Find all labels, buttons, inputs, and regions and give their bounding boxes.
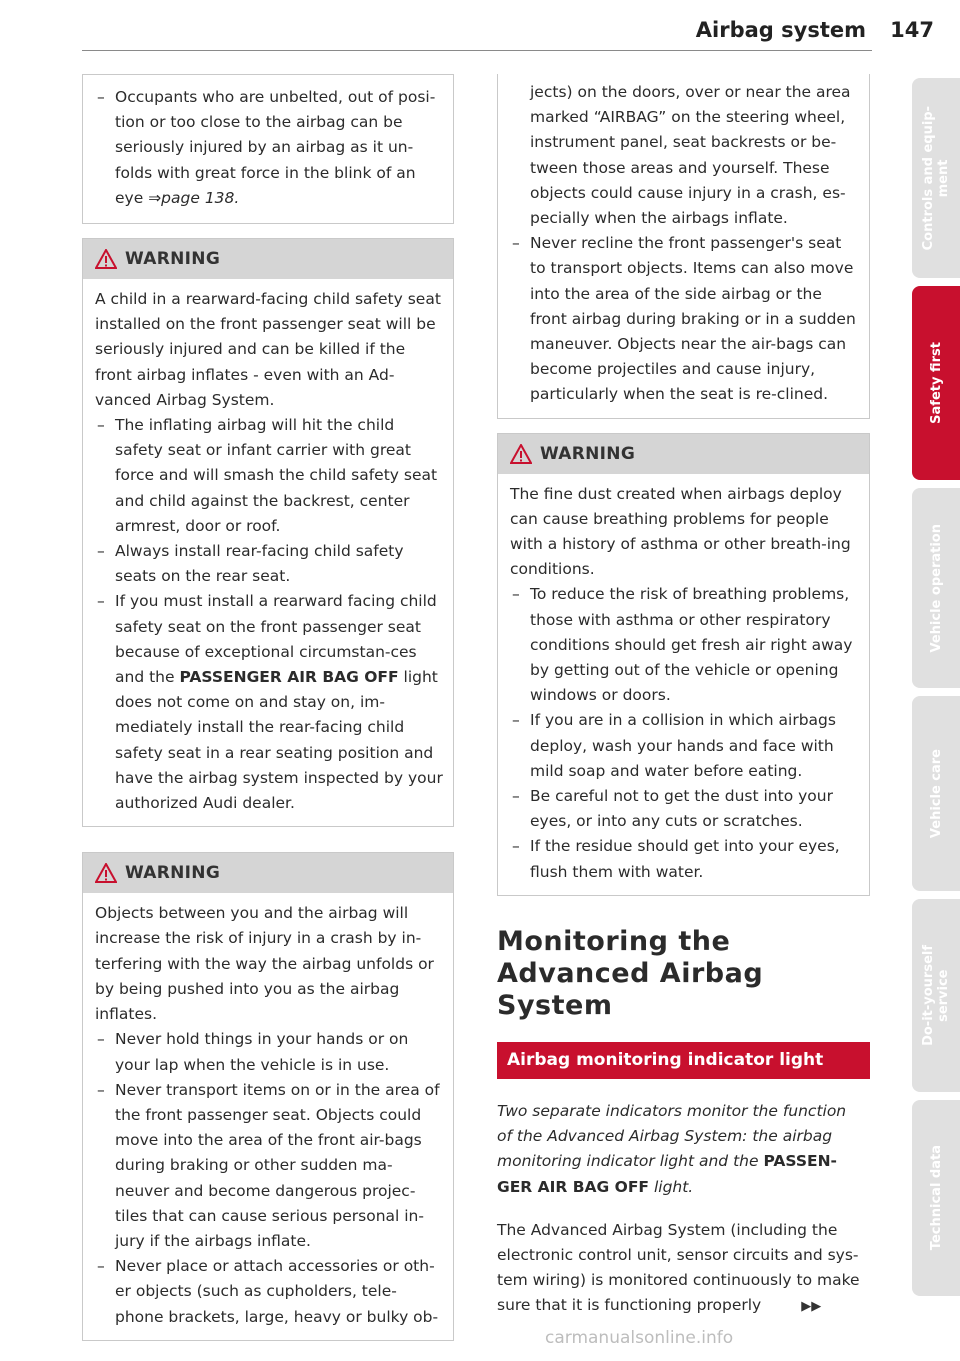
warning-triangle-icon: [95, 249, 117, 269]
list-item: – Be careful not to get the dust into your eyes, or into any cuts or scratches.: [510, 784, 859, 834]
watermark: carmanualsonline.info: [545, 1328, 734, 1348]
left-column: [82, 74, 454, 1341]
list-item: – If the residue should get into your eyes, flush them with water.: [510, 834, 859, 884]
tab-label: Vehicle operation: [928, 523, 944, 653]
continue-arrow-icon: ▶▶: [801, 1299, 822, 1315]
subheading-bar: [497, 1042, 870, 1079]
warning-heading: WARNING: [125, 249, 221, 270]
continued-paragraph: jects) on the doors, over or near the area marked “AIRBAG” on the steering wheel, instrument panel, seat backrests or be-tween those areas and yourself. These objects could cause injury in a crash, es-pecially when the airbags inflate.: [530, 83, 851, 228]
warning-header: [83, 239, 453, 279]
tab-label: Technical data: [928, 1145, 944, 1251]
indicator-name: PASSENGER AIR BAG OFF: [179, 668, 399, 687]
warning-heading: WARNING: [540, 443, 636, 464]
section-title: Monitoring the Advanced Airbag System: [497, 925, 764, 1021]
intro-paragraph: [497, 1099, 870, 1200]
tab-vehicle-care[interactable]: [912, 696, 960, 891]
list-item: – If you are in a collision in which airbags deploy, wash your hands and face with mild soap and water before eating.: [510, 708, 859, 784]
intro-text: light.: [649, 1177, 694, 1196]
header-section-title: Airbag system: [695, 18, 866, 42]
list-item-text: light does not come on and stay on, im-mediately install the rear-facing child safety seat in a rear seating position and have the airbag system inspected by your authorized Audi dealer.: [115, 668, 443, 813]
warning-triangle-icon: [510, 444, 532, 464]
warning-triangle-icon: [95, 863, 117, 883]
tab-safety-first[interactable]: [912, 286, 960, 480]
warning-paragraph: The fine dust created when airbags deploy can cause breathing problems for people with a history of asthma or other breath-ing conditions.: [510, 484, 851, 579]
list-item: – Never recline the front passenger's seat to transport objects. Items can also move into the area of the side airbag or the front airbag during braking or in a sudden maneuver. Objects near the air-bags can become projectiles and cause injury, particularly when the seat is re-clined.: [510, 231, 859, 407]
page-number: 147: [890, 18, 934, 42]
warning-box-objects: [82, 852, 454, 1340]
list-item: [95, 589, 443, 816]
tab-label: Safety first: [928, 342, 944, 424]
warning-header: [83, 853, 453, 893]
header-rule: [82, 50, 872, 51]
tab-controls-and-equipment[interactable]: [912, 78, 960, 278]
list-item: – Never transport items on or in the area of the front passenger seat. Objects could move into the area of the front air-bags during braking or other sudden ma-neuver and become dangerous projec-tiles that can cause serious personal in-jury if the airbags inflate.: [95, 1078, 443, 1254]
body-paragraph: [497, 1218, 870, 1320]
right-column: [497, 74, 870, 1335]
warning-paragraph: A child in a rearward-facing child safety seat installed on the front passenger seat will be seriously injured and can be killed if the front airbag inflates - even with an Ad-vanced Airbag System.: [95, 290, 441, 409]
warning-header: [498, 434, 869, 474]
list-item: – Never place or attach accessories or oth-er objects (such as cupholders, tele-phone brackets, large, heavy or bulky ob-: [95, 1254, 443, 1330]
warning-box-child-seat: [82, 238, 454, 827]
warning-paragraph: Objects between you and the airbag will increase the risk of injury in a crash by in-terfering with the way the airbag unfolds or by being pushed into you as the airbag inflates.: [95, 904, 434, 1024]
tab-technical-data[interactable]: [912, 1100, 960, 1296]
tab-label: Controls and equip- ment: [921, 105, 951, 251]
tab-label: Vehicle care: [928, 748, 944, 839]
continued-warning-box: [497, 74, 870, 419]
body-text: The Advanced Airbag System (including the electronic control unit, sensor circuits and sys-tem wiring) is monitored continuously to make sure that it is functioning properly: [497, 1220, 860, 1315]
list-item: – Always install rear-facing child safety seats on the rear seat.: [95, 539, 443, 589]
tab-vehicle-operation[interactable]: [912, 488, 960, 688]
list-item-text: If you must install a rearward facing child safety seat on the front passenger seat because of exceptional circumstan-ces and the: [115, 592, 437, 687]
intro-item-text: Occupants who are unbelted, out of posi-tion or too close to the airbag can be seriously injured by an airbag as it un-folds with great force in the blink of an eye: [115, 88, 436, 207]
tab-do-it-yourself-service[interactable]: [912, 899, 960, 1092]
indicator-name: PASSEN-GER AIR BAG OFF: [497, 1152, 837, 1196]
tab-label: Do-it-yourself service: [921, 945, 951, 1046]
list-item: – To reduce the risk of breathing problems, those with asthma or other respiratory conditions should get fresh air right away by getting out of the vehicle or opening windows or doors.: [510, 582, 859, 708]
list-item: – Never hold things in your hands or on your lap when the vehicle is in use.: [95, 1027, 443, 1077]
page-reference-link[interactable]: ⇒page 138.: [148, 188, 240, 207]
warning-heading: WARNING: [125, 863, 221, 884]
list-item: – The inflating airbag will hit the child safety seat or infant carrier with great force and will smash the child safety seat and child against the backrest, center armrest, door or roof.: [95, 413, 443, 539]
chapter-tabs: [912, 78, 960, 1304]
list-item: [95, 85, 443, 211]
intro-text: Two separate indicators monitor the function of the Advanced Airbag System: the airbag monitoring indicator light and the: [497, 1101, 847, 1171]
subheading: Airbag monitoring indicator light: [507, 1050, 824, 1071]
intro-box: [82, 74, 454, 224]
warning-box-dust: [497, 433, 870, 896]
